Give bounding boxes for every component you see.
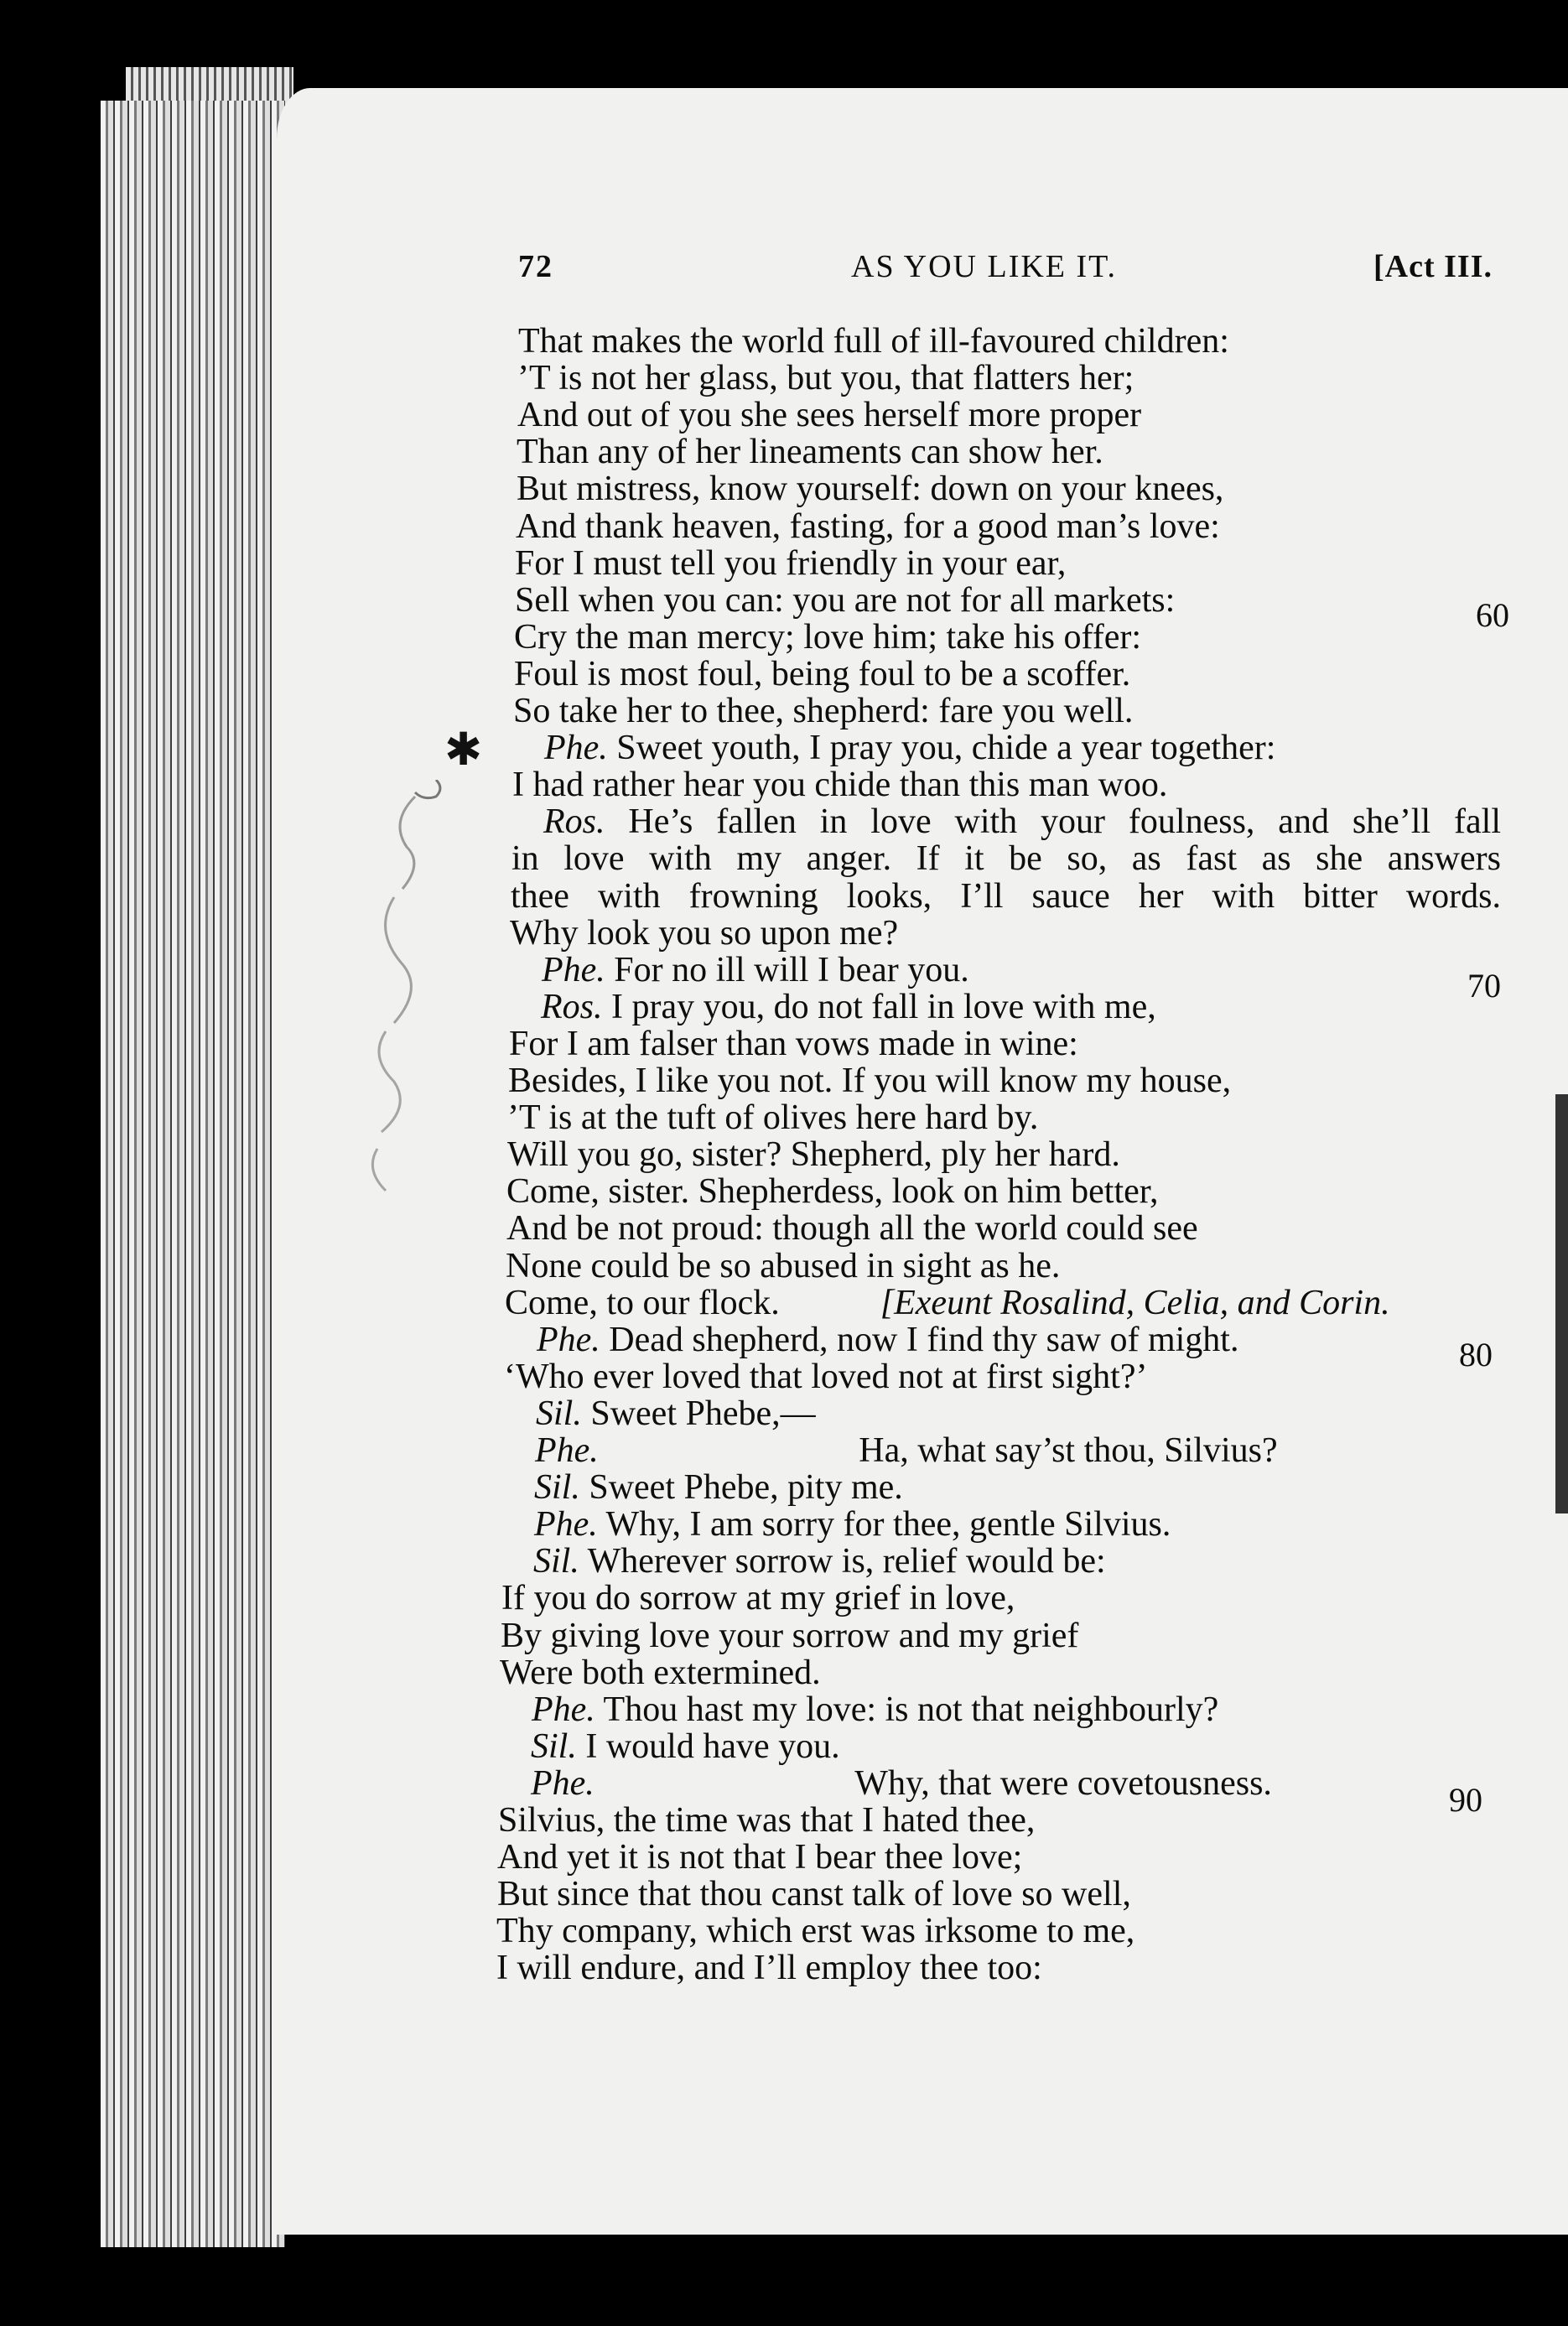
stage-direction: [Exeunt Rosalind, Celia, and Corin. (880, 1283, 1390, 1322)
verse-line (517, 397, 1141, 434)
verse-line (511, 878, 1501, 915)
line-text: I pray you, do not fall in love with me, (611, 987, 1156, 1026)
verse-line (507, 1136, 1120, 1173)
line-text: And yet it is not that I bear thee love; (497, 1838, 1023, 1877)
line-text: Sweet Phebe, pity me. (589, 1468, 903, 1508)
page-number: 72 (518, 249, 553, 284)
line-text: So take her to thee, shepherd: fare you well. (513, 692, 1134, 730)
line-text: Silvius, the time was that I hated thee, (498, 1801, 1036, 1840)
pencil-annotation-icon (335, 780, 453, 1216)
line-number-80: 80 (1459, 1336, 1493, 1373)
line-number-70: 70 (1467, 967, 1501, 1005)
line-text: Sell when you can: you are not for all markets: (515, 580, 1176, 620)
line-text: If you do sorrow at my grief in love, (501, 1579, 1015, 1618)
line-text: Sweet youth, I pray you, chide a year together: (616, 729, 1276, 768)
line-text: ‘Who ever loved that loved not at first sight?’ (504, 1357, 1148, 1396)
verse-line (531, 1728, 840, 1765)
speaker-name: Sil. (531, 1726, 577, 1766)
running-title: AS YOU LIKE IT. (851, 249, 1118, 284)
line-text: And out of you she sees herself more proper (517, 396, 1142, 435)
line-text: That makes the world full of ill-favoured children: (518, 322, 1229, 361)
line-text: For I must tell you friendly in your ear, (515, 543, 1067, 583)
line-text: Wherever sorrow is, relief would be: (587, 1542, 1106, 1581)
verse-line (498, 1802, 1035, 1839)
verse-line (537, 1321, 1238, 1358)
line-text: Cry the man mercy; love him; take his offer: (514, 617, 1142, 657)
verse-line (514, 656, 1130, 693)
line-text: For no ill will I bear you. (614, 950, 969, 989)
verse-line (543, 803, 1501, 840)
verse-line (513, 693, 1133, 729)
speaker-name: Sil. (534, 1468, 580, 1508)
line-text: Why, I am sorry for thee, gentle Silvius. (605, 1505, 1171, 1545)
line-text: And thank heaven, fasting, for a good man’s love: (516, 506, 1220, 546)
verse-line (509, 1025, 1078, 1062)
verse-line (496, 1950, 1042, 1986)
verse-line (511, 840, 1501, 877)
verse-line (500, 1654, 821, 1691)
speaker-name: Phe. (531, 1763, 594, 1803)
line-text: Come, sister. Shepherdess, look on him better, (506, 1172, 1159, 1212)
verse-line (514, 619, 1141, 656)
line-text: And be not proud: though all the world could see (506, 1209, 1198, 1249)
verse-line (534, 1469, 903, 1506)
speaker-name: Ros. (543, 802, 605, 842)
line-text: I would have you. (585, 1726, 840, 1766)
line-text: in love with my anger. If it be so, as fast as she answers (511, 839, 1501, 879)
verse-line (532, 1691, 1218, 1728)
verse-line (510, 915, 898, 952)
verse-line (506, 1210, 1198, 1247)
line-text: But since that thou canst talk of love so well, (497, 1875, 1131, 1914)
line-text: Foul is most foul, being foul to be a scoffer. (514, 654, 1131, 693)
line-text: Thou hast my love: is not that neighbourly? (603, 1690, 1219, 1729)
line-text: By giving love your sorrow and my grief (501, 1616, 1079, 1655)
line-text: Than any of her lineaments can show her. (517, 433, 1103, 472)
verse-line (516, 508, 1220, 545)
verse-line (504, 1358, 1147, 1395)
verse-line (507, 1099, 1038, 1136)
verse-line (501, 1580, 1015, 1617)
verse-line (497, 1876, 1131, 1913)
line-text: ’T is at the tuft of olives here hard by. (507, 1098, 1039, 1138)
verse-line (505, 1285, 1390, 1321)
line-text: Dead shepherd, now I find thy saw of might. (609, 1320, 1239, 1359)
verse-line (517, 360, 1134, 397)
line-text: Why look you so upon me? (510, 913, 899, 953)
speaker-name: Phe. (532, 1690, 595, 1729)
verse-line (497, 1839, 1022, 1876)
line-text: ’T is not her glass, but you, that flatters her; (517, 359, 1134, 398)
verse-line (506, 1173, 1159, 1210)
speaker-name: Phe. (542, 950, 605, 989)
verse-line (535, 1432, 1278, 1469)
speaker-name: Phe. (537, 1320, 600, 1359)
speaker-name: Phe. (544, 729, 608, 768)
verse-line (542, 952, 969, 989)
verse-line (518, 323, 1229, 360)
speaker-name: Ros. (541, 987, 603, 1026)
verse-line (515, 582, 1175, 619)
line-text: Besides, I like you not. If you will know my house, (508, 1062, 1232, 1100)
verse-line (544, 729, 1275, 766)
verse-line (515, 545, 1066, 582)
speaker-name: Sil. (533, 1542, 579, 1581)
line-text: Will you go, sister? Shepherd, ply her hard. (507, 1135, 1120, 1175)
line-text: Why, that were covetousness. (854, 1763, 1272, 1803)
speaker-name: Phe. (535, 1431, 599, 1470)
line-number-90: 90 (1449, 1781, 1482, 1819)
verse-line (508, 1062, 1231, 1099)
line-number-60: 60 (1476, 596, 1509, 634)
verse-line (512, 766, 1167, 803)
line-text: Come, to our flock. (505, 1283, 780, 1322)
speaker-name: Phe. (534, 1505, 598, 1545)
verse-line (517, 434, 1103, 470)
line-text: thee with frowning looks, I’ll sauce her with bitter words. (511, 876, 1501, 916)
verse-line (534, 1506, 1171, 1543)
line-text: Thy company, which erst was irksome to me, (496, 1912, 1135, 1951)
verse-line (517, 470, 1223, 507)
verse-line (531, 1765, 1272, 1802)
line-text: I will endure, and I’ll employ thee too: (496, 1949, 1042, 1988)
line-text: Were both extermined. (500, 1653, 821, 1692)
speaker-name: Sil. (536, 1394, 582, 1433)
line-text: For I am falser than vows made in wine: (509, 1024, 1078, 1063)
line-text: But mistress, know yourself: down on your knees, (517, 470, 1224, 509)
verse-line (536, 1395, 816, 1432)
verse-line (496, 1913, 1134, 1950)
verse-line (541, 989, 1156, 1025)
line-text: I had rather hear you chide than this man woo. (512, 766, 1168, 805)
margin-star-mark: ✱ (444, 724, 483, 775)
line-text: Ha, what say’st thou, Silvius? (859, 1431, 1278, 1470)
verse-line (506, 1248, 1060, 1285)
verse-line (501, 1617, 1078, 1654)
line-text: He’s fallen in love with your foulness, and she’ll fall (628, 802, 1501, 842)
line-text: None could be so abused in sight as he. (506, 1246, 1061, 1285)
verse-line (533, 1543, 1106, 1580)
act-label: [Act III. (1373, 249, 1493, 284)
line-text: Sweet Phebe,— (590, 1394, 816, 1433)
